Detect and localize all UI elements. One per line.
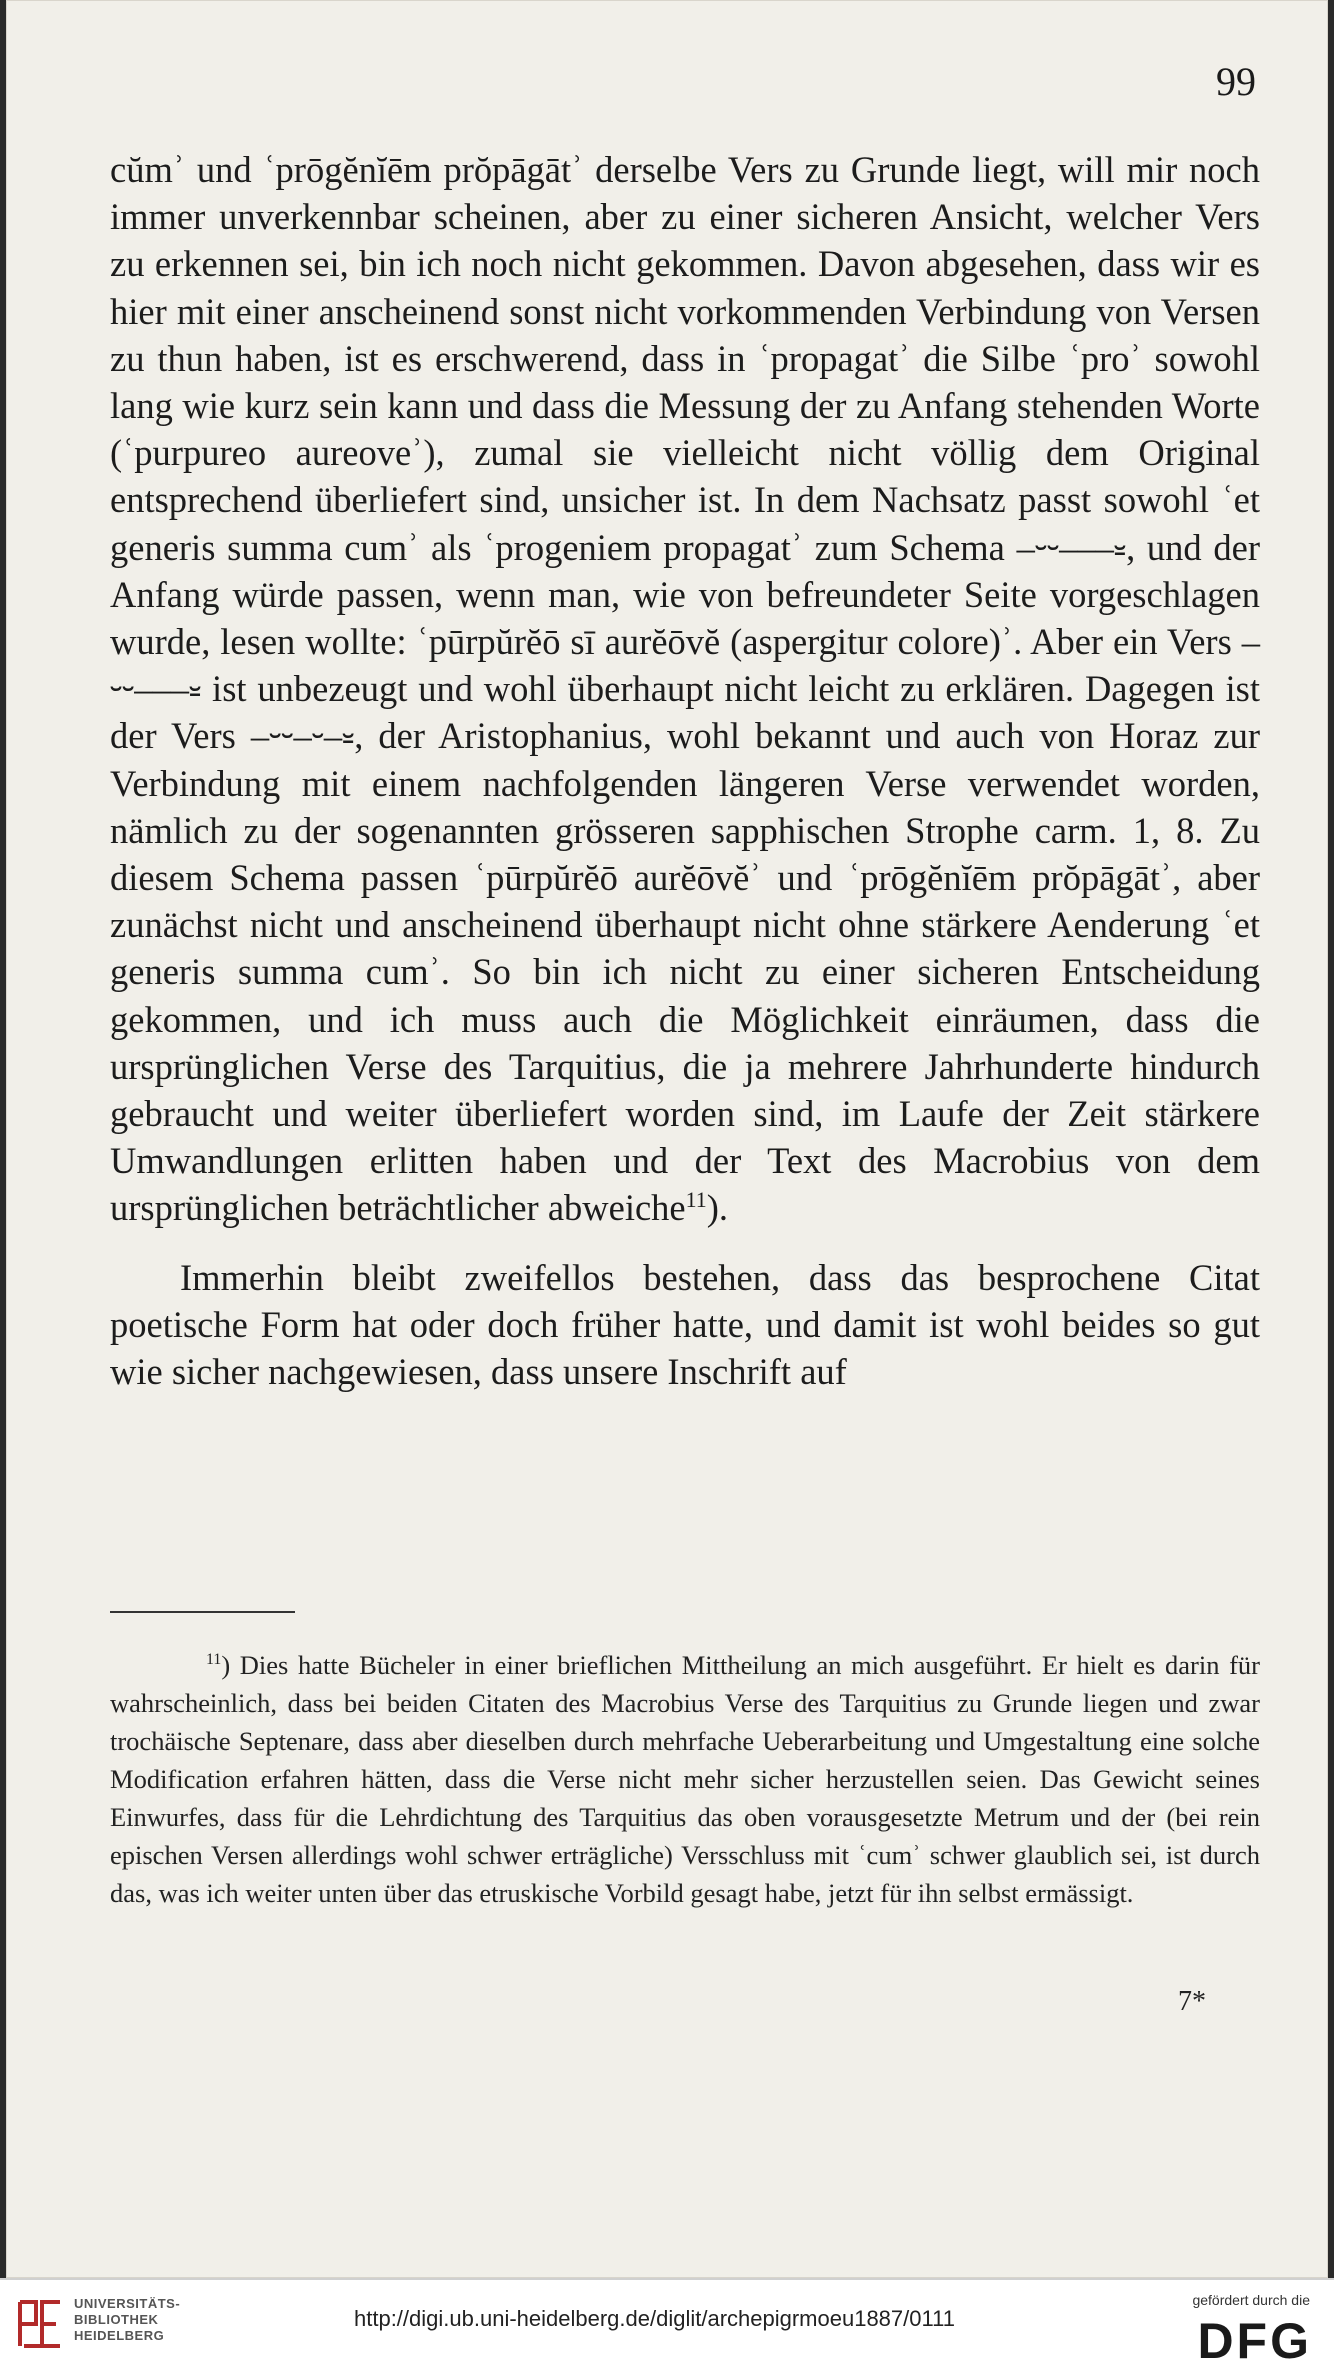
footnote-text: ) Dies hatte Bücheler in einer brieflichen Mittheilung an mich ausgeführt. Er hielt es darin für wahrscheinlich, dass bei beiden Citaten des Macrobius Verse des Tarquitius zu Grunde liegen und zwar trochäische Septenare, dass aber dieselben durch mehrfache Ueberarbeitung und Umgestaltung eine solche Modification erfahren hätten, dass die Verse nicht mehr sicher herzustellen seien. Das Gewicht seines Einwurfes, dass für die Lehrdichtung des Tarquitius das oben vorausgesetzte Metrum und der (bei rein epischen Versen allerdings wohl schwer erträgliche) Versschluss mit ʿcumʾ schwer glaublich sei, ist durch das, was ich weiter unten über das etruskische Vorbild gesagt habe, jetzt für ihn selbst ermässigt. xyxy=(110,1650,1260,1908)
footnote xyxy=(110,1646,1260,1912)
permalink-url[interactable]: http://digi.ub.uni-heidelberg.de/diglit/archepigrmoeu1887/0111 xyxy=(354,2306,955,2331)
university-logo-icon[interactable] xyxy=(14,2294,66,2354)
body-text xyxy=(110,146,1260,1395)
dfg-logo[interactable]: DFG xyxy=(1197,2313,1312,2369)
page-number: 99 xyxy=(1216,59,1256,104)
scanned-page xyxy=(6,0,1328,2278)
footnote-paragraph xyxy=(110,1646,1260,1912)
paragraph-1-end: ). xyxy=(706,1187,728,1229)
footnote-divider xyxy=(110,1611,295,1613)
university-name-line-2: BIBLIOTHEK xyxy=(74,2312,159,2327)
university-name xyxy=(74,2296,180,2344)
paragraph-2: Immerhin bleibt zweifellos bestehen, dass das besprochene Citat poetische Form hat oder doch früher hatte, und damit ist wohl beides so gut wie sicher nachgewiesen, dass unsere Inschrift auf xyxy=(110,1256,1260,1393)
footnote-reference[interactable]: 11 xyxy=(685,1187,707,1213)
signature-mark: 7* xyxy=(1178,1986,1206,2017)
university-name-line-3: HEIDELBERG xyxy=(74,2328,165,2343)
funder-caption: gefördert durch die xyxy=(1192,2292,1310,2308)
paragraph-1 xyxy=(110,146,1260,1232)
university-name-line-1: UNIVERSITÄTS- xyxy=(74,2296,181,2311)
paragraph-1-text: cŭmʾ und ʿprōgĕnĭēm prŏpāgātʾ derselbe Vers zu Grunde liegt, will mir noch immer unverkennbar scheinen, aber zu einer sicheren Ansicht, welcher Vers zu erkennen sei, bin ich noch nicht gekommen. Davon abgesehen, dass wir es hier mit einer anscheinend sonst nicht vorkommenden Verbindung von Versen zu thun haben, ist es erschwerend, dass in ʿpropagatʾ die Silbe ʿproʾ sowohl lang wie kurz sein kann und dass die Messung der zu Anfang stehenden Worte (ʿpurpureo aureoveʾ), zumal sie vielleicht nicht völlig dem Original entsprechend überliefert sind, unsicher ist. In dem Nachsatz passt sowohl ʿet generis summa cumʾ als ʿprogeniem propagatʾ zum Schema –⏑⏑–––⏓, und der Anfang würde passen, wenn man, wie von befreundeter Seite vorgeschlagen wurde, lesen wollte: ʿpūrpŭrĕō sī aurĕōvĕ (aspergitur colore)ʾ. Aber ein Vers –⏑⏑–––⏓ ist unbezeugt und wohl überhaupt nicht leicht zu erklären. Dagegen ist der Vers –⏑⏑–⏑–⏓, der Aristophanius, wohl bekannt und auch von Horaz zur Verbindung mit einem nachfolgenden längeren Verse verwendet worden, nämlich zu der sogenannten grösseren sapphischen Strophe carm. 1, 8. Zu diesem Schema passen ʿpūrpŭrĕō aurĕōvĕʾ und ʿprōgĕnĭēm prŏpāgātʾ, aber zunächst nicht und anscheinend überhaupt nicht ohne stärkere Aenderung ʿet generis summa cumʾ. So bin ich nicht zu einer sicheren Entscheidung gekommen, und ich muss auch die Möglichkeit einräumen, dass die ursprünglichen Verse des Tarquitius, die ja mehrere Jahrhunderte hindurch gebraucht und weiter überliefert worden sind, im Laufe der Zeit stärkere Umwandlungen erlitten haben und der Text des Macrobius von dem ursprünglichen beträchtlicher abweiche xyxy=(110,149,1260,1229)
footnote-number: 11 xyxy=(206,1651,222,1669)
